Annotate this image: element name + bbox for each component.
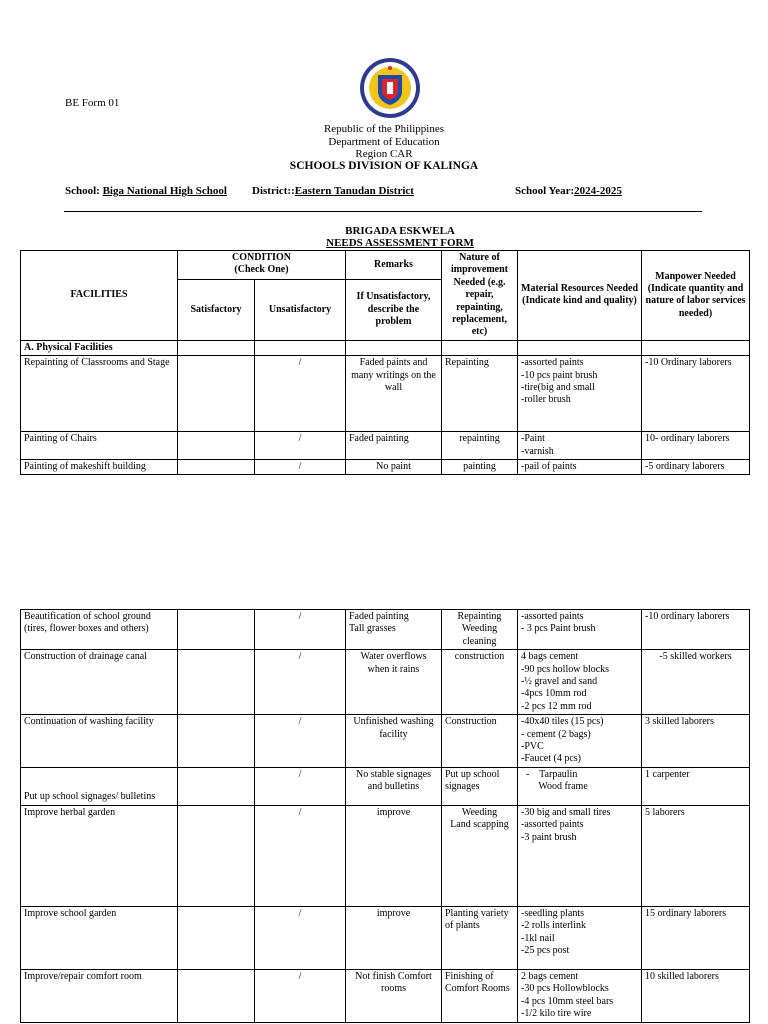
- form-number: BE Form 01: [65, 97, 120, 109]
- form-title: BRIGADA ESKWELA: [345, 225, 455, 237]
- unsatisfactory-cell: /: [255, 767, 346, 805]
- needs-assessment-table-page1: [20, 250, 750, 475]
- satisfactory-cell: [178, 460, 255, 475]
- col-condition: CONDITION (Check One): [178, 251, 346, 280]
- satisfactory-cell: [178, 767, 255, 805]
- republic-line: Republic of the Philippines: [323, 123, 445, 135]
- unsatisfactory-cell: /: [255, 356, 346, 432]
- remarks-cell: No paint: [346, 460, 442, 475]
- material-cell: -assorted paints - 3 pcs Paint brush: [518, 610, 642, 650]
- facility-cell: Improve herbal garden: [21, 805, 178, 906]
- material-cell: -pail of paints: [518, 460, 642, 475]
- col-unsatisfactory: Unsatisfactory: [255, 279, 346, 340]
- unsatisfactory-cell: /: [255, 460, 346, 475]
- facility-cell: Improve/repair comfort room: [21, 969, 178, 1022]
- material-cell: -Paint -varnish: [518, 432, 642, 460]
- facility-cell: Continuation of washing facility: [21, 715, 178, 768]
- form-subtitle: NEEDS ASSESSMENT FORM: [326, 237, 474, 249]
- unsatisfactory-cell: /: [255, 906, 346, 969]
- unsatisfactory-cell: /: [255, 969, 346, 1022]
- satisfactory-cell: [178, 805, 255, 906]
- unsatisfactory-cell: /: [255, 610, 346, 650]
- remarks-cell: No stable signages and bulletins: [346, 767, 442, 805]
- deped-seal-icon: [359, 57, 421, 119]
- material-cell: 2 bags cement -30 pcs Hollowblocks -4 pcs 10mm steel bars -1/2 kilo tire wire: [518, 969, 642, 1022]
- col-nature: Nature of improvement Needed (e.g. repair, repainting, replacement, etc): [442, 251, 518, 341]
- department-line: Department of Education: [328, 135, 440, 148]
- col-material: Material Resources Needed (Indicate kind and quality): [518, 251, 642, 341]
- remarks-cell: Not finish Comfort rooms: [346, 969, 442, 1022]
- nature-cell: Weeding Land scapping: [442, 805, 518, 906]
- table-row: [21, 805, 750, 906]
- division-line: SCHOOLS DIVISION OF KALINGA: [289, 160, 479, 172]
- facility-cell: Construction of drainage canal: [21, 650, 178, 715]
- facility-cell: Put up school signages/ bulletins: [21, 767, 178, 805]
- table-row: [21, 969, 750, 1022]
- table-row: [21, 432, 750, 460]
- facility-cell: Painting of makeshift building: [21, 460, 178, 475]
- satisfactory-cell: [178, 906, 255, 969]
- material-cell: -40x40 tiles (15 pcs) - cement (2 bags) -PVC -Faucet (4 pcs): [518, 715, 642, 768]
- nature-cell: Finishing of Comfort Rooms: [442, 969, 518, 1022]
- nature-cell: painting: [442, 460, 518, 475]
- manpower-cell: 1 carpenter: [642, 767, 750, 805]
- facility-cell: Painting of Chairs: [21, 432, 178, 460]
- unsatisfactory-cell: /: [255, 432, 346, 460]
- manpower-cell: -5 skilled workers: [642, 650, 750, 715]
- table-row: [21, 460, 750, 475]
- manpower-cell: 5 laborers: [642, 805, 750, 906]
- remarks-cell: Faded paints and many writings on the wall: [346, 356, 442, 432]
- nature-cell: Repainting: [442, 356, 518, 432]
- region-line: Region CAR: [355, 148, 413, 160]
- section-physical-facilities: A. Physical Facilities: [21, 340, 178, 355]
- manpower-cell: -5 ordinary laborers: [642, 460, 750, 475]
- table-row: [21, 356, 750, 432]
- col-remarks-sub: If Unsatisfactory, describe the problem: [346, 279, 442, 340]
- material-cell: - Tarpaulin Wood frame: [518, 767, 642, 805]
- col-satisfactory: Satisfactory: [178, 279, 255, 340]
- nature-cell: Planting variety of plants: [442, 906, 518, 969]
- remarks-cell: Faded painting: [346, 432, 442, 460]
- material-cell: -seedling plants -2 rolls interlink -1kl nail -25 pcs post: [518, 906, 642, 969]
- satisfactory-cell: [178, 715, 255, 768]
- header-divider: [64, 211, 702, 212]
- school-value: Biga National High School: [102, 185, 227, 197]
- school-year-value: 2024-2025: [574, 185, 622, 197]
- material-cell: -30 big and small tires -assorted paints -3 paint brush: [518, 805, 642, 906]
- table-row: [21, 715, 750, 768]
- manpower-cell: 10- ordinary laborers: [642, 432, 750, 460]
- facility-cell: Repainting of Classrooms and Stage: [21, 356, 178, 432]
- nature-cell: Put up school signages: [442, 767, 518, 805]
- table-row: [21, 610, 750, 650]
- unsatisfactory-cell: /: [255, 805, 346, 906]
- district-value: Eastern Tanudan District: [294, 185, 414, 197]
- remarks-cell: improve: [346, 906, 442, 969]
- district-field: [252, 185, 414, 197]
- remarks-cell: Water overflows when it rains: [346, 650, 442, 715]
- manpower-cell: 15 ordinary laborers: [642, 906, 750, 969]
- remarks-cell: Faded painting Tall grasses: [346, 610, 442, 650]
- material-cell: -assorted paints -10 pcs paint brush -tire(big and small -roller brush: [518, 356, 642, 432]
- satisfactory-cell: [178, 969, 255, 1022]
- satisfactory-cell: [178, 432, 255, 460]
- manpower-cell: -10 ordinary laborers: [642, 610, 750, 650]
- table-row: [21, 650, 750, 715]
- col-manpower: Manpower Needed (Indicate quantity and nature of labor services needed): [642, 251, 750, 341]
- school-year-label: School Year:: [515, 185, 575, 197]
- nature-cell: Construction: [442, 715, 518, 768]
- nature-cell: repainting: [442, 432, 518, 460]
- facility-cell: Improve school garden: [21, 906, 178, 969]
- nature-cell: Repainting Weeding cleaning: [442, 610, 518, 650]
- satisfactory-cell: [178, 356, 255, 432]
- nature-cell: construction: [442, 650, 518, 715]
- col-facilities: FACILITIES: [21, 251, 178, 341]
- manpower-cell: -10 Ordinary laborers: [642, 356, 750, 432]
- manpower-cell: 10 skilled laborers: [642, 969, 750, 1022]
- col-remarks: Remarks: [346, 251, 442, 280]
- material-cell: 4 bags cement -90 pcs hollow blocks -½ gravel and sand -4pcs 10mm rod -2 pcs 12 mm rod: [518, 650, 642, 715]
- remarks-cell: Unfinished washing facility: [346, 715, 442, 768]
- needs-assessment-table-page2: [20, 609, 750, 1023]
- school-field: [65, 185, 227, 197]
- district-label: District::: [252, 185, 295, 197]
- satisfactory-cell: [178, 610, 255, 650]
- satisfactory-cell: [178, 650, 255, 715]
- table-row: [21, 767, 750, 805]
- manpower-cell: 3 skilled laborers: [642, 715, 750, 768]
- facility-cell: Beautification of school ground (tires, flower boxes and others): [21, 610, 178, 650]
- school-year-field: [515, 185, 622, 197]
- remarks-cell: improve: [346, 805, 442, 906]
- school-label: School:: [65, 185, 100, 197]
- table-row: [21, 906, 750, 969]
- unsatisfactory-cell: /: [255, 715, 346, 768]
- unsatisfactory-cell: /: [255, 650, 346, 715]
